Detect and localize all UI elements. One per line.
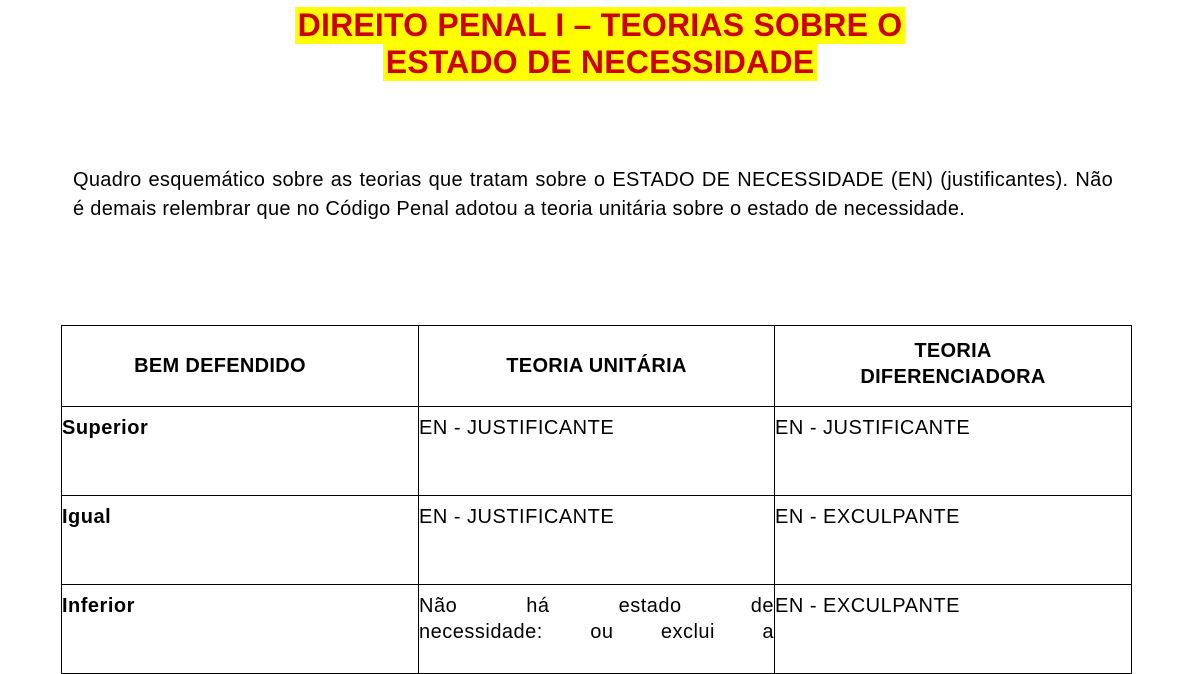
table-row (62, 407, 1132, 496)
title-line-1: DIREITO PENAL I – TEORIAS SOBRE O (295, 7, 906, 44)
row-label-superior: Superior (62, 407, 419, 496)
row-label-igual: Igual (62, 496, 419, 585)
cell-unitaria-igual: EN - JUSTIFICANTE (419, 496, 775, 585)
header-teoria-unitaria: TEORIA UNITÁRIA (419, 326, 775, 407)
document-title (0, 7, 1200, 81)
intro-paragraph: Quadro esquemático sobre as teorias que tratam sobre o ESTADO DE NECESSIDADE (EN) (justificantes). Não é demais relembrar que no Código Penal adotou a teoria unitária sobre o estado de necessidade. (73, 169, 1113, 220)
header-bem-defendido: BEM DEFENDIDO (62, 326, 419, 407)
title-line-2: ESTADO DE NECESSIDADE (383, 44, 818, 81)
cell-diferenciadora-igual: EN - EXCULPANTE (775, 496, 1132, 585)
cell-unitaria-superior: EN - JUSTIFICANTE (419, 407, 775, 496)
cell-unitaria-inferior-line1: Não há estado de (419, 595, 774, 617)
cell-unitaria-inferior-line2: necessidade: ou exclui a (419, 621, 774, 643)
cell-diferenciadora-superior: EN - JUSTIFICANTE (775, 407, 1132, 496)
cell-diferenciadora-inferior: EN - EXCULPANTE (775, 585, 1132, 674)
header-teoria-diferenciadora (775, 326, 1132, 407)
header-teoria-diferenciadora-line2: DIFERENCIADORA (860, 366, 1046, 388)
row-label-inferior: Inferior (62, 585, 419, 674)
header-teoria-diferenciadora-line1: TEORIA (914, 340, 992, 362)
table-row (62, 496, 1132, 585)
table-row (62, 585, 1132, 674)
table-header-row (62, 326, 1132, 407)
theories-table (61, 325, 1132, 674)
cell-unitaria-inferior (419, 585, 775, 674)
